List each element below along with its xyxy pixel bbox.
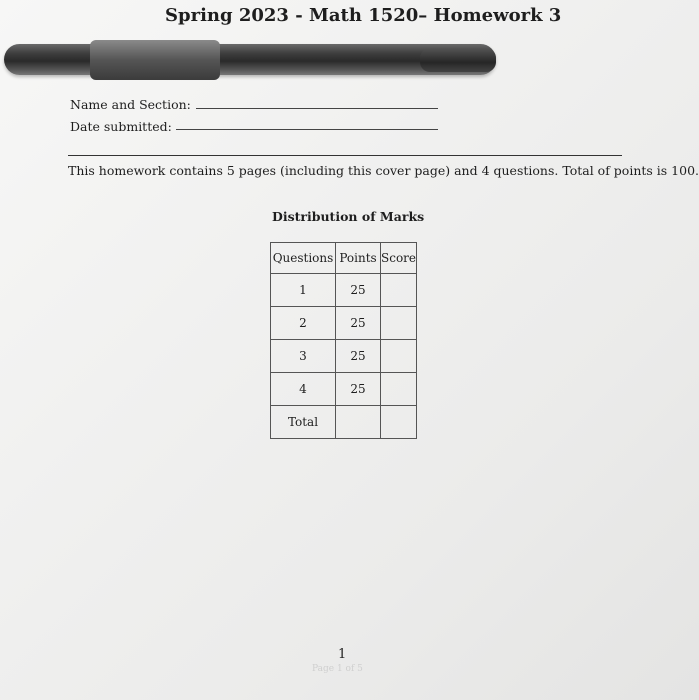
table-row [271, 373, 417, 406]
score-cell[interactable] [381, 274, 417, 307]
table-total-row [271, 406, 417, 439]
section-divider [68, 155, 622, 156]
header-score: Score [381, 243, 417, 274]
question-cell: 3 [271, 340, 336, 373]
total-label-cell: Total [271, 406, 336, 439]
marks-table-caption: Distribution of Marks [272, 209, 425, 224]
score-cell[interactable] [381, 373, 417, 406]
table-row [271, 307, 417, 340]
points-cell: 25 [336, 373, 381, 406]
header-questions: Questions [271, 243, 336, 274]
date-submitted-field [70, 119, 172, 134]
pen-grip [420, 48, 496, 72]
points-cell: 25 [336, 340, 381, 373]
date-submitted-label: Date submitted: [70, 119, 172, 134]
score-cell[interactable] [381, 340, 417, 373]
points-cell: 25 [336, 274, 381, 307]
name-section-field [70, 97, 191, 112]
question-cell: 2 [271, 307, 336, 340]
document-title: Spring 2023 - Math 1520– Homework 3 [165, 5, 562, 26]
name-section-label: Name and Section: [70, 97, 191, 112]
score-cell[interactable] [381, 307, 417, 340]
faint-page-text: Page 1 of 5 [312, 664, 363, 674]
pen-clip [90, 40, 220, 80]
homework-description: This homework contains 5 pages (including this cover page) and 4 questions. Total of points is 100. [68, 163, 699, 178]
page-number: 1 [338, 647, 347, 662]
question-cell: 4 [271, 373, 336, 406]
total-points-cell [336, 406, 381, 439]
header-points: Points [336, 243, 381, 274]
table-header-row [271, 243, 417, 274]
table-row [271, 340, 417, 373]
points-cell: 25 [336, 307, 381, 340]
marks-table [270, 242, 417, 439]
table-row [271, 274, 417, 307]
total-score-cell[interactable] [381, 406, 417, 439]
date-submitted-line[interactable] [176, 128, 438, 130]
name-section-line[interactable] [196, 107, 438, 109]
question-cell: 1 [271, 274, 336, 307]
